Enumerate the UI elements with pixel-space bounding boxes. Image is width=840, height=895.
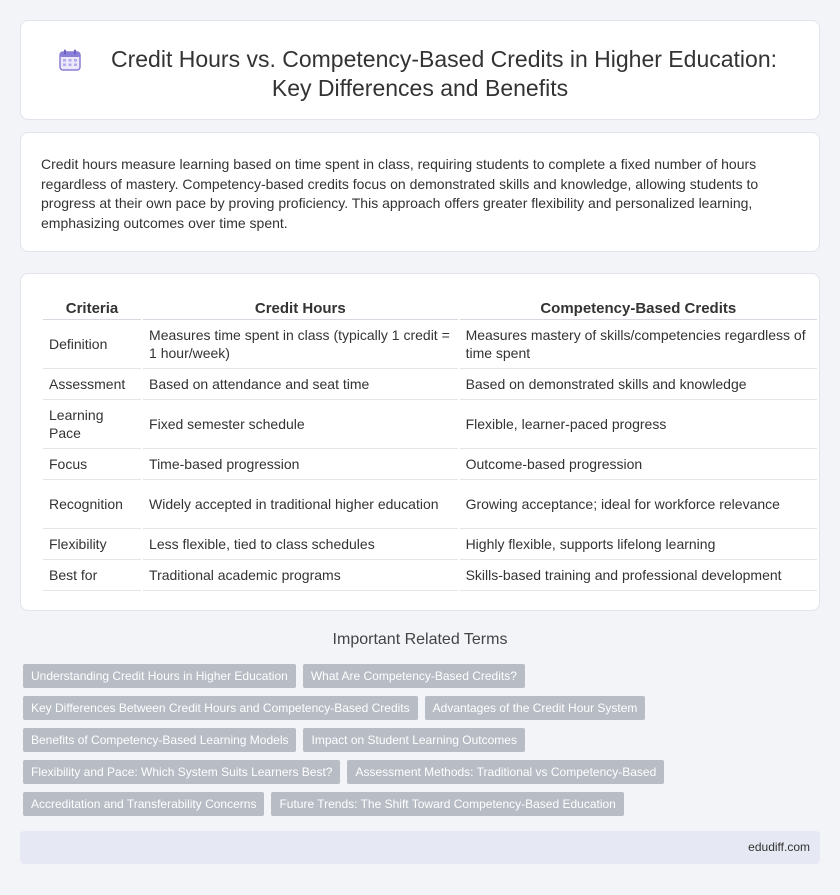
table-row: [43, 320, 817, 369]
header-card: [20, 20, 820, 120]
table-cell: Time-based progression: [143, 449, 458, 480]
table-cell: Fixed semester schedule: [143, 400, 458, 449]
table-cell: Best for: [43, 560, 141, 591]
table-cell: Learning Pace: [43, 400, 141, 449]
table-row: [43, 400, 817, 449]
related-tags-row: [23, 664, 525, 688]
table-cell: Flexibility: [43, 529, 141, 560]
footer-site-name: edudiff.com: [748, 840, 810, 854]
related-term-link[interactable]: Advantages of the Credit Hour System: [425, 696, 646, 720]
related-term-link[interactable]: Flexibility and Pace: Which System Suits Learners Best?: [23, 760, 340, 784]
table-cell: Based on attendance and seat time: [143, 369, 458, 400]
table-row: [43, 529, 817, 560]
table-cell: Traditional academic programs: [143, 560, 458, 591]
table-cell: Based on demonstrated skills and knowledge: [460, 369, 817, 400]
table-cell: Highly flexible, supports lifelong learning: [460, 529, 817, 560]
related-term-link[interactable]: What Are Competency-Based Credits?: [303, 664, 525, 688]
table-cell: Recognition: [43, 480, 141, 529]
page-title: [21, 45, 819, 103]
comparison-table-card: [20, 273, 820, 611]
column-header-criteria: Criteria: [43, 298, 141, 320]
intro-paragraph: Credit hours measure learning based on time spent in class, requiring students to complete a fixed number of hours regardless of mastery. Competency-based credits focus on demonstrated skills and knowledge, allowing students to progress at their own pace by proving proficiency. This approach offers greater flexibility and personalized learning, emphasizing outcomes over time spent.: [41, 156, 759, 231]
related-tags-row: [23, 792, 624, 816]
column-header-competency-based: Competency-Based Credits: [460, 298, 817, 320]
related-term-link[interactable]: Assessment Methods: Traditional vs Competency-Based: [347, 760, 664, 784]
table-cell: Focus: [43, 449, 141, 480]
table-cell: Less flexible, tied to class schedules: [143, 529, 458, 560]
table-cell: Flexible, learner-paced progress: [460, 400, 817, 449]
related-term-link[interactable]: Understanding Credit Hours in Higher Education: [23, 664, 296, 688]
table-cell: Assessment: [43, 369, 141, 400]
related-tags-row: [23, 728, 525, 752]
related-terms-title: Important Related Terms: [332, 631, 508, 648]
related-tags-row: [23, 760, 664, 784]
table-row: [43, 449, 817, 480]
table-cell: Measures time spent in class (typically 1 credit = 1 hour/week): [143, 320, 458, 369]
table-row: [43, 480, 817, 529]
page-title-line-2: Key Differences and Benefits: [271, 75, 569, 101]
column-header-credit-hours: Credit Hours: [143, 298, 458, 320]
related-term-link[interactable]: Accreditation and Transferability Concerns: [23, 792, 264, 816]
comparison-table: [41, 298, 819, 591]
related-term-link[interactable]: Impact on Student Learning Outcomes: [303, 728, 524, 752]
related-term-link[interactable]: Key Differences Between Credit Hours and Competency-Based Credits: [23, 696, 418, 720]
page-title-line-1: Credit Hours vs. Competency-Based Credits in Higher Education:: [110, 46, 777, 72]
related-term-link[interactable]: Benefits of Competency-Based Learning Models: [23, 728, 296, 752]
table-cell: Measures mastery of skills/competencies regardless of time spent: [460, 320, 817, 369]
table-cell: Definition: [43, 320, 141, 369]
table-cell: Widely accepted in traditional higher education: [143, 480, 458, 529]
table-row: [43, 560, 817, 591]
table-cell: Growing acceptance; ideal for workforce relevance: [460, 480, 817, 529]
table-cell: Skills-based training and professional development: [460, 560, 817, 591]
table-header-row: [43, 298, 817, 320]
table-row: [43, 369, 817, 400]
related-term-link[interactable]: Future Trends: The Shift Toward Competency-Based Education: [271, 792, 623, 816]
intro-card: [20, 132, 820, 252]
table-cell: Outcome-based progression: [460, 449, 817, 480]
related-tags-row: [23, 696, 645, 720]
footer: [20, 831, 820, 864]
